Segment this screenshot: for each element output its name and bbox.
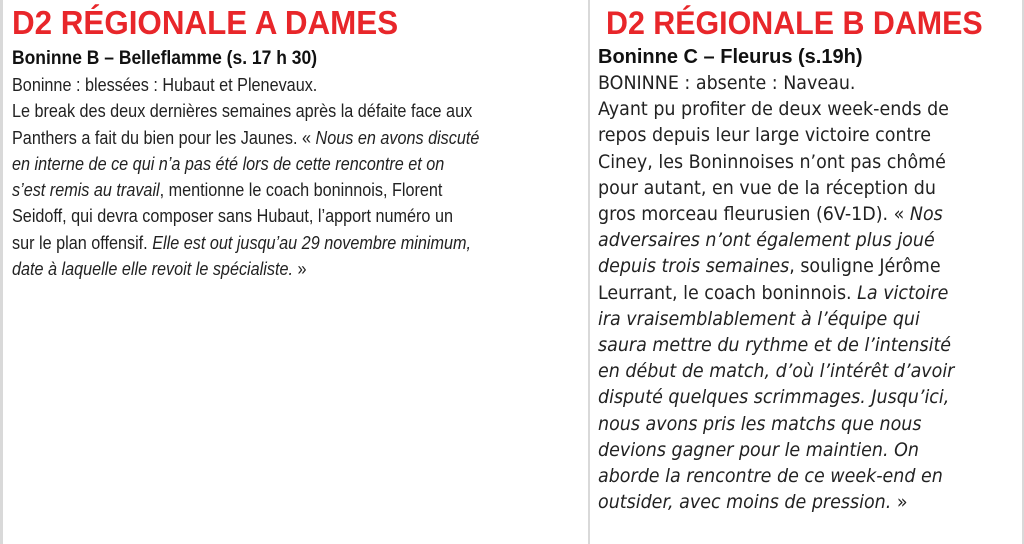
quote-segment: Nos — [909, 203, 943, 226]
quote-segment: date à laquelle elle revoit le spécialiste. — [12, 259, 293, 280]
text-line — [598, 227, 988, 253]
text-line — [598, 149, 988, 175]
text-line — [598, 201, 988, 227]
text-segment: Le break des deux dernières semaines après la défaite face aux — [12, 101, 473, 122]
text-line — [598, 96, 988, 122]
text-line — [12, 151, 530, 177]
quote-segment: disputé quelques scrimmages. Jusqu’ici, — [598, 386, 950, 409]
quote-segment: saura mettre du rythme et de l’intensité — [598, 334, 952, 357]
text-line — [598, 489, 988, 515]
text-line — [598, 437, 988, 463]
text-line — [12, 230, 530, 256]
text-line — [598, 280, 988, 306]
text-segment: Boninne : blessées : Hubaut et Plenevaux. — [12, 75, 318, 95]
section-title: D2 RÉGIONALE A DAMES — [12, 4, 399, 41]
quote-segment: ira vraisemblablement à l’équipe qui — [598, 307, 920, 330]
text-line — [12, 203, 530, 229]
text-line — [598, 306, 988, 332]
text-line — [12, 98, 530, 124]
quote-segment: Elle est out jusqu’au 29 novembre minimum, — [152, 232, 471, 253]
quote-segment: en interne de ce qui n’a pas été lors de cette rencontre et on — [12, 153, 445, 174]
article-right — [590, 0, 1024, 544]
text-line — [598, 122, 988, 148]
quote-segment: en début de match, d’où l’intérêt d’avoir — [598, 360, 955, 383]
section-title: D2 RÉGIONALE B DAMES — [606, 5, 983, 41]
text-line — [12, 72, 530, 98]
text-segment: Ayant pu profiter de deux week-ends de — [598, 98, 949, 121]
text-segment: Panthers a fait du bien pour les Jaunes. « — [12, 127, 316, 148]
text-segment: Leurrant, le coach boninnois. — [598, 281, 858, 304]
quote-segment: depuis trois semaines — [598, 255, 790, 278]
text-line — [598, 411, 988, 437]
text-line — [12, 256, 530, 282]
quote-segment: nous avons pris les matchs que nous — [598, 412, 922, 435]
text-segment: BONINNE : absente : Naveau. — [598, 72, 856, 94]
text-segment: pour autant, en vue de la réception du — [598, 176, 936, 199]
text-segment: » — [292, 259, 307, 280]
text-segment: Ciney, les Boninnoises n’ont pas chômé — [598, 150, 946, 173]
text-line — [598, 463, 988, 489]
quote-segment: adversaires n’ont également plus joué — [598, 229, 935, 252]
text-line — [598, 384, 988, 410]
text-segment: repos depuis leur large victoire contre — [598, 124, 931, 147]
quote-segment: aborde la rencontre de ce week-end en — [598, 465, 943, 488]
article-body — [12, 72, 588, 282]
match-headline: Boninne B – Belleflamme (s. 17 h 30) — [12, 48, 318, 69]
text-line — [598, 253, 988, 279]
quote-segment: devions gagner pour le maintien. On — [598, 438, 919, 461]
text-line — [598, 358, 988, 384]
text-segment: gros morceau fleurusien (6V-1D). « — [598, 203, 910, 226]
quote-segment: s’est remis au travail — [12, 180, 160, 201]
text-line — [598, 70, 988, 96]
text-segment: sur le plan offensif. — [12, 232, 153, 253]
quote-segment: Nous en avons discuté — [315, 127, 480, 148]
quote-segment: outsider, avec moins de pression. — [598, 491, 892, 514]
text-line — [12, 177, 530, 203]
article-body — [598, 70, 1022, 515]
text-line — [12, 125, 530, 151]
match-headline: Boninne C – Fleurus (s.19h) — [598, 46, 863, 68]
text-line — [598, 175, 988, 201]
text-line — [598, 332, 988, 358]
text-segment: Seidoff, qui devra composer sans Hubaut, l’apport numéro un — [12, 206, 453, 227]
text-segment: , souligne Jérôme — [789, 255, 941, 278]
text-segment: , mentionne le coach boninnois, Florent — [159, 180, 443, 201]
quote-segment: La victoire — [857, 281, 949, 304]
text-segment: » — [891, 491, 908, 514]
